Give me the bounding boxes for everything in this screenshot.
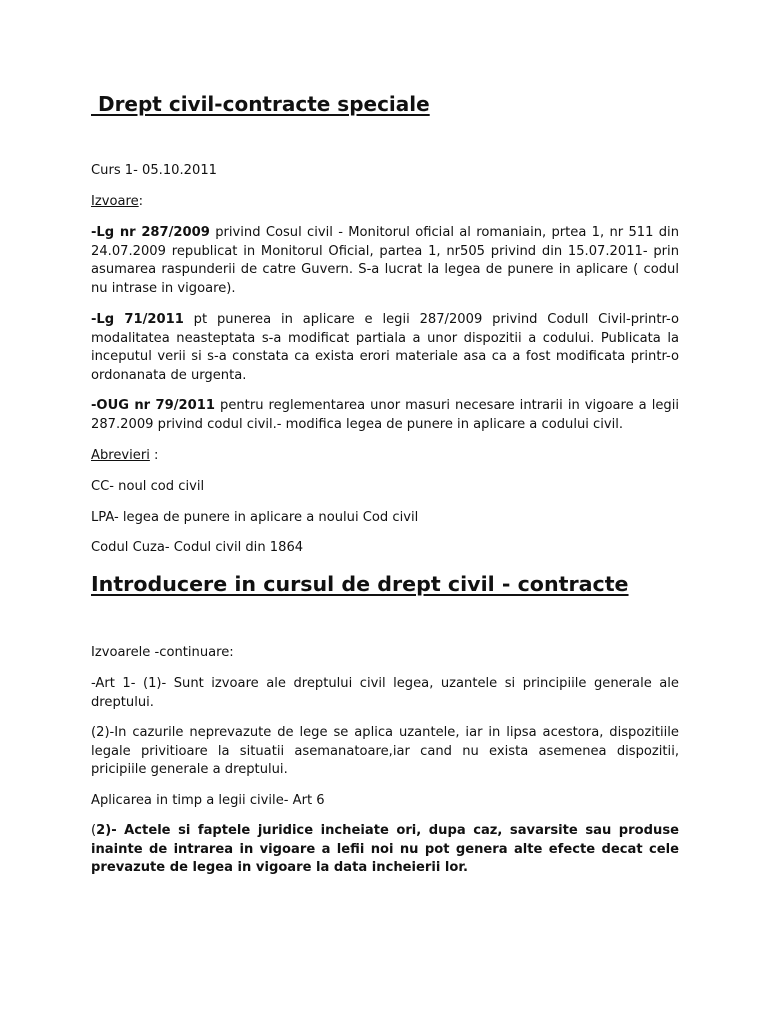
abbrev-heading-line — [91, 447, 679, 466]
course-date: Curs 1- 05.10.2011 — [91, 163, 217, 178]
source-text-1: privind Cosul civil - Monitorul oficial al romaniain, prtea 1, nr 511 din 24.07.2009 republicat in Monitorul Oficial, partea 1, nr505 privind din 15.07.2011- prin asumarea raspunderii de catre Guvern. S-a lucrat la legea de punere in aplicare ( codul nu intrase in vigoare). — [91, 225, 679, 296]
sources-colon: : — [138, 194, 144, 209]
source-text-2: pt punerea in aplicare e legii 287/2009 privind Codull Civil-printr-o modalitatea neasteptata s-a modificat partiala a unor dispozitii a codului. Publicata la inceputul verii si s-a constata ca exista erori materiale asa ca a fost modificata printr-o ordonanata de urgenta. — [91, 312, 679, 383]
document-title: Drept civil-contracte speciale — [91, 92, 430, 116]
intro-subheading: Izvoarele -continuare: — [91, 645, 234, 660]
art1-paragraph-1: -Art 1- (1)- Sunt izvoare ale dreptului civil legea, uzantele si principiile generale ale dreptului. — [91, 676, 679, 710]
source-text-3: pentru reglementarea unor masuri necesare intrarii in vigoare a legii 287.2009 privind codul civil.- modifica legea de punere in aplicare a codului civil. — [91, 398, 679, 432]
source-paragraph-2 — [91, 311, 679, 385]
art6-text: 2)- Actele si faptele juridice incheiate ori, dupa caz, savarsite sau produse inainte de intrarea in vigoare a lefii noi nu pot genera alte efecte decat cele prevazute de legea in vigoare la data incheierii lor. — [91, 823, 679, 876]
art6-title: Aplicarea in timp a legii civile- Art 6 — [91, 793, 325, 808]
sources-heading: Izvoare — [91, 194, 139, 209]
source-paragraph-3 — [91, 397, 679, 434]
intro-heading: Introducere in cursul de drept civil - contracte — [91, 572, 629, 596]
sources-heading-line — [91, 193, 679, 212]
source-ref-2: -Lg 71/2011 — [91, 312, 184, 327]
abbrev-colon: : — [149, 448, 159, 463]
source-paragraph-1 — [91, 224, 679, 298]
abbreviation-3: Codul Cuza- Codul civil din 1864 — [91, 540, 304, 555]
source-ref-1: -Lg nr 287/2009 — [91, 225, 210, 240]
art1-paragraph-2: (2)-In cazurile neprevazute de lege se aplica uzantele, iar in lipsa acestora, dispozitiile legale privitioare la situatii asemanatoare,iar cand nu exista asemenea dispozitii, pricipiile generale a dreptului. — [91, 725, 679, 778]
abbreviation-2: LPA- legea de punere in aplicare a noului Cod civil — [91, 510, 419, 525]
abbrev-heading: Abrevieri — [91, 448, 150, 463]
abbreviation-1: CC- noul cod civil — [91, 479, 205, 494]
art6-paragraph — [91, 822, 679, 878]
source-ref-3: -OUG nr 79/2011 — [91, 398, 215, 413]
art6-open-paren: ( — [91, 823, 97, 838]
